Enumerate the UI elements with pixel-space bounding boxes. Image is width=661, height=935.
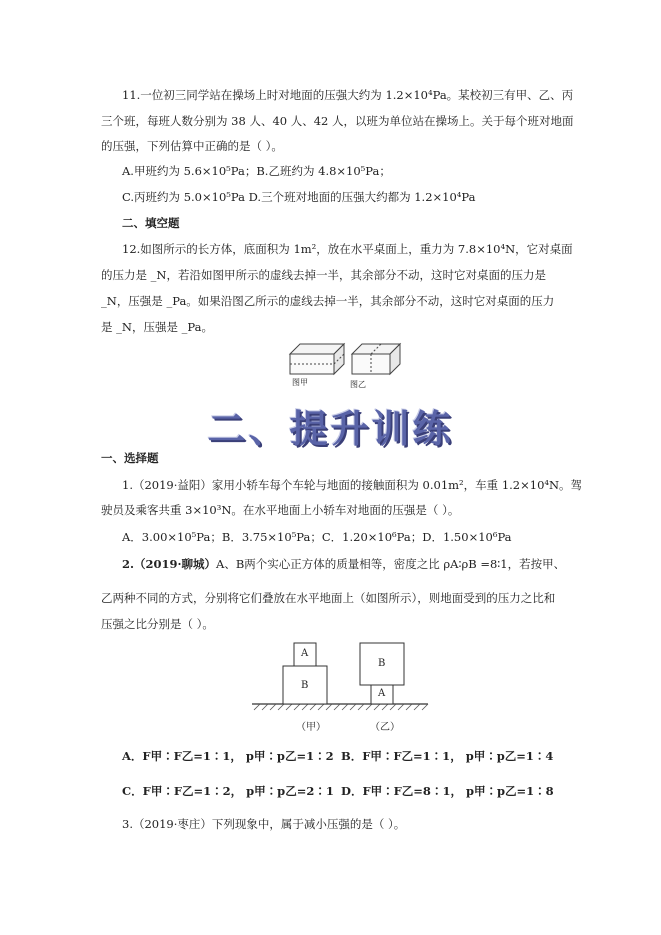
figure-label-jia: 图甲: [292, 378, 308, 387]
p2-option-c: C．F甲∶F乙=1∶2， p甲∶p乙=2∶1: [122, 784, 334, 798]
p2-option-d: D．F甲∶F乙=8∶1， p甲∶p乙=1∶8: [341, 784, 554, 798]
q12-line3: _N，压强是 _Pa。如果沿图乙所示的虚线去掉一半，其余部分不动，这时它对桌面的压力: [101, 294, 555, 308]
section-heading-fill: 二、填空题: [122, 216, 180, 230]
q12-line1: 12.如图所示的长方体，底面积为 1m²，放在水平桌面上，重力为 7.8×10⁴N，它对桌面: [122, 242, 573, 256]
cuboid-jia: [290, 344, 344, 374]
q11-option-cd: C.丙班约为 5.0×10⁵Pa D.三个班对地面的压强大约都为 1.2×10⁴Pa: [122, 190, 476, 204]
cube-label-a-yi: A: [378, 688, 386, 699]
cube-label-a-jia: A: [301, 648, 309, 659]
q12-line4: 是 _N，压强是 _Pa。: [101, 320, 213, 334]
figure-caption-yi: （乙）: [370, 722, 400, 733]
figure-caption-jia: （甲）: [296, 722, 326, 733]
section-heading-choice: 一、选择题: [101, 451, 159, 465]
p3-line1: 3.（2019·枣庄）下列现象中，属于减小压强的是（ ）。: [122, 817, 406, 831]
q12-line2: 的压力是 _N，若沿如图甲所示的虚线去掉一半，其余部分不动，这时它对桌面的压力是: [101, 268, 546, 282]
ground-hatch: [254, 704, 428, 710]
big-section-title: 二、提升训练: [207, 407, 454, 451]
p2-line1: [122, 557, 592, 571]
p2-figure: [250, 638, 430, 718]
q11-line2: 三个班，每班人数分别为 38 人、40 人、42 人，以班为单位站在操场上。关于每个班对地面: [101, 114, 574, 128]
p2-option-b: B．F甲∶F乙=1∶1， p甲∶p乙=1∶4: [341, 749, 554, 763]
p2-line2: 乙两种不同的方式，分别将它们叠放在水平地面上（如图所示），则地面受到的压力之比和: [101, 591, 556, 605]
q11-line3: 的压强，下列估算中正确的是（ ）。: [101, 139, 283, 153]
p1-line1: 1.（2019·益阳）家用小轿车每个车轮与地面的接触面积为 0.01m²，车重 1.2×10⁴N。驾: [122, 478, 583, 492]
q11-line1: 11.一位初三同学站在操场上时对地面的压强大约为 1.2×10⁴Pa。某校初三有甲、乙、丙: [122, 88, 574, 102]
cuboid-yi: [352, 344, 400, 374]
p2-option-a: A．F甲∶F乙=1∶1， p甲∶p乙=1∶2: [122, 749, 334, 763]
p2-line3: 压强之比分别是（ ）。: [101, 617, 214, 631]
figure-label-yi: 图乙: [350, 380, 366, 389]
cube-label-b-jia: B: [301, 680, 309, 691]
cube-label-b-yi: B: [378, 658, 386, 669]
p2-source: 2.（2019·聊城）: [122, 557, 217, 571]
p2-stem: A、B两个实心正方体的质量相等，密度之比 ρA∶ρB =8∶1，若按甲、: [216, 557, 566, 571]
p1-line2: 驶员及乘客共重 3×10³N。在水平地面上小轿车对地面的压强是（ ）。: [101, 503, 460, 517]
p1-options: A．3.00×10⁵Pa；B．3.75×10⁵Pa；C．1.20×10⁶Pa；D．1.50×10⁶Pa: [122, 530, 512, 544]
q11-option-ab: A.甲班约为 5.6×10⁵Pa；B.乙班约为 4.8×10⁵Pa；: [122, 164, 391, 178]
